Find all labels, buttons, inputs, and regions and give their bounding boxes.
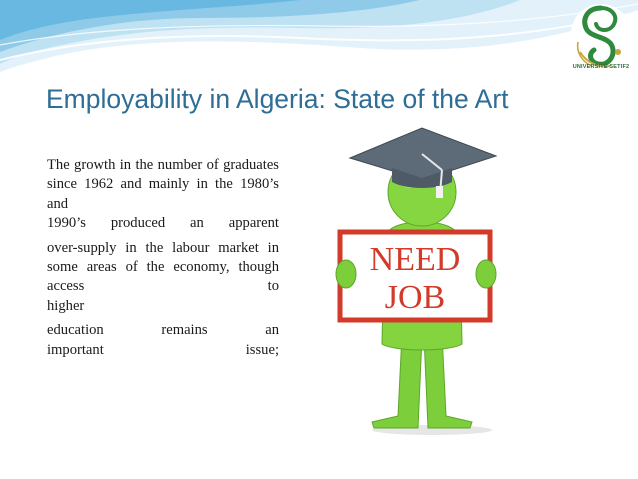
logo-caption: UNIVERSITÉ SETIF2 (572, 64, 630, 70)
graduate-need-job-illustration (310, 124, 546, 436)
sign-text-need: NEED (369, 241, 461, 278)
paragraph-justified-text: The growth in the number of graduates since 1962 and mainly in the 1980’s and (47, 157, 279, 212)
paragraph (47, 321, 279, 360)
slide-title: Employability in Algeria: State of the Art (46, 84, 509, 114)
paragraph (47, 239, 279, 317)
paragraph (47, 156, 279, 234)
paragraph-justified-text: education remains an (47, 322, 279, 339)
header-wave-decoration (0, 0, 638, 80)
sign-text-job: JOB (384, 279, 446, 316)
body-text (47, 156, 279, 365)
paragraph-tail-text: higher (47, 297, 85, 314)
paragraph-justified-text: over-supply in the labour market in some areas of the economy, though access to (47, 239, 279, 295)
paragraph-tail-text: important issue; (47, 341, 279, 358)
paragraph-tail-text: 1990’s produced an apparent (47, 215, 279, 232)
